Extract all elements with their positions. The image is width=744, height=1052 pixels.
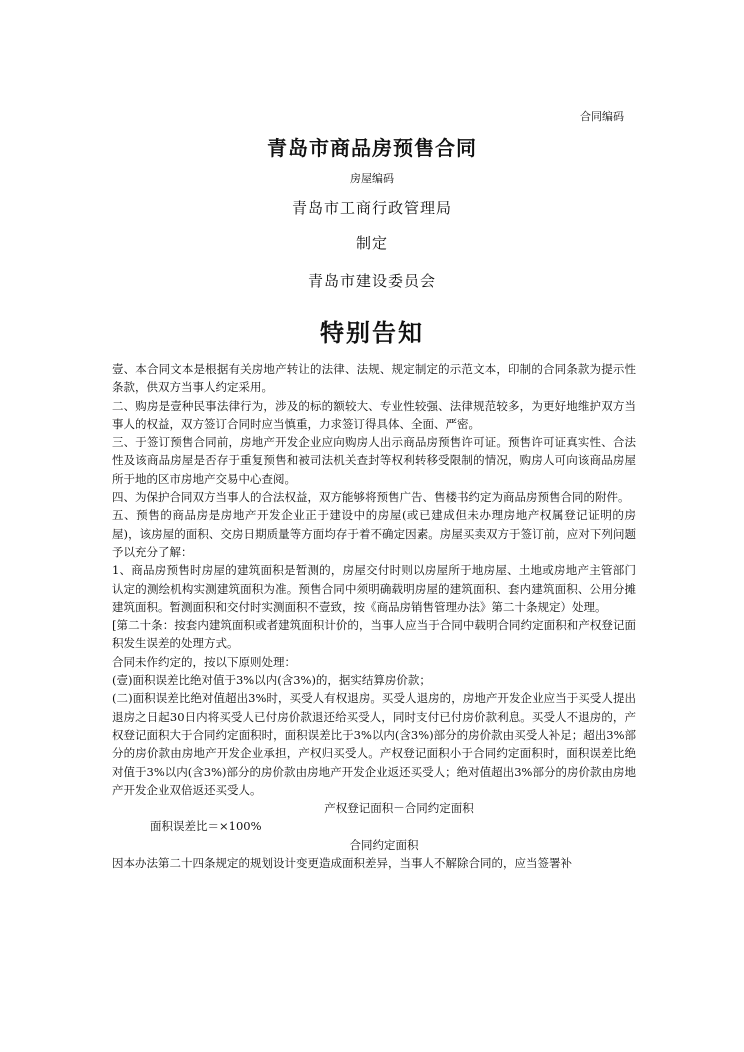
notice-paragraph: 合同未作约定的，按以下原则处理： [112,654,296,669]
notice-paragraph: 二、购房是壹种民事法律行为，涉及的标的额较大、专业性较强、法律规范较多，为更好地维护双方当事人的权益，双方签订合同时应当慎重，力求签订得具体、全面、严密。 [112,398,636,431]
contract-code-label: 合同编码 [580,110,624,123]
special-notice-title: 特别告知 [320,318,424,347]
issuing-committee: 青岛市建设委员会 [307,272,436,290]
notice-paragraph: 四、为保护合同双方当事人的合法权益，双方能够将预售广告、售楼书约定为商品房预售合同的附件。 [112,490,630,505]
notice-paragraph: 三、于签订预售合同前，房地产开发企业应向购房人出示商品房预售许可证。预售许可证真实性、合法性及该商品房屋是否存于重复预售和被司法机关查封等权利转移受限制的情况，购房人可向该商品房屋所于地的区市房地产交易中心查阅。 [112,435,636,486]
notice-body [112,360,636,872]
notice-paragraph: 1、商品房预售时房屋的建筑面积是暂测的，房屋交付时则以房屋所于地房屋、土地或房地产主管部门认定的测绘机构实测建筑面积为准。预售合同中须明确载明房屋的建筑面积、套内建筑面积、公用分摊建筑面积。暂测面积和交付时实测面积不壹致，按《商品房销售管理办法》第二十条规定）处理。 [112,563,636,614]
house-code-label: 房屋编码 [350,172,394,185]
issuing-agency: 青岛市工商行政管理局 [291,199,452,217]
notice-paragraph: 因本办法第二十四条规定的规划设计变更造成面积差异，当事人不解除合同的，应当签署补 [112,856,572,871]
formula-equation: 面积误差比＝×100% [150,819,262,834]
formula-numerator: 产权登记面积－合同约定面积 [324,801,474,816]
document-title: 青岛市商品房预售合同 [267,136,477,160]
notice-paragraph: (二)面积误差比绝对值超出3%时，买受人有权退房。买受人退房的，房地产开发企业应当于买受人提出退房之日起30日内将买受人已付房价款退还给买受人，同时支付已付房价款利息。买受人不退房的，产权登记面积大于合同约定面积时，面积误差比于3%以内(含3%)部分的房价款由买受人补足；超出3%部分的房价款由房地产开发企业承担，产权归买受人。产权登记面积小于合同约定面积时，面积误差比绝对值于3%以内(含3%)部分的房价款由房地产开发企业返还买受人；绝对值超出3%部分的房价款由房地产开发企业双倍返还买受人。 [112,691,636,797]
notice-paragraph: 五、预售的商品房是房地产开发企业正于建设中的房屋(或已建成但未办理房地产权属登记证明的房屋)，该房屋的面积、交房日期质量等方面均存于着不确定因素。房屋买卖双方于签订前，应对下列问题予以充分了解： [112,508,636,559]
made-label: 制定 [355,234,388,252]
formula-denominator: 合同约定面积 [349,837,419,852]
notice-paragraph: (壹)面积误差比绝对值于3%以内(含3%)的，据实结算房价款； [112,673,431,688]
notice-paragraph: [第二十条：按套内建筑面积或者建筑面积计价的，当事人应当于合同中载明合同约定面积和产权登记面积发生误差的处理方式。 [112,618,636,651]
notice-paragraph: 壹、本合同文本是根据有关房地产转让的法律、法规、规定制定的示范文本，印制的合同条款为提示性条款，供双方当事人约定采用。 [112,362,636,395]
